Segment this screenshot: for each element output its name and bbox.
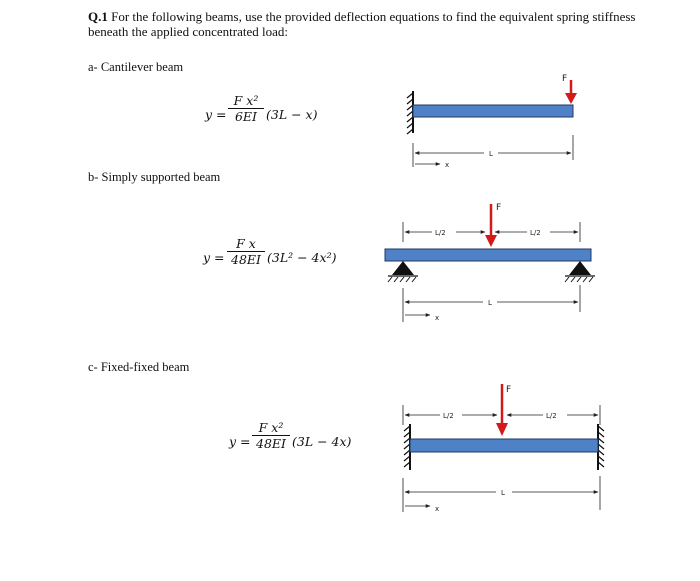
equation-a-denominator: 6EI <box>234 109 257 124</box>
equation-a-lhs: y = <box>205 107 227 122</box>
coord-label: x <box>435 314 440 322</box>
beam <box>385 249 591 261</box>
equation-b-denominator: 48EI <box>231 252 261 267</box>
pin-support-left-icon <box>388 261 418 282</box>
fixed-support-left-wall-icon <box>404 424 410 470</box>
half-span-right-label: L/2 <box>530 229 541 237</box>
equation-b-numerator: F x <box>227 236 265 252</box>
fixed-support-wall-icon <box>407 91 413 134</box>
equation-c-denominator: 48EI <box>256 436 286 451</box>
coord-label: x <box>445 161 450 169</box>
equation-c-rest: (3L − 4x) <box>292 434 352 449</box>
equation-b-lhs: y = <box>203 250 225 265</box>
equation-c-lhs: y = <box>229 434 251 449</box>
load-label: F <box>562 74 568 84</box>
pin-support-right-icon <box>565 261 595 282</box>
length-label: L <box>488 299 492 307</box>
beam <box>413 105 573 117</box>
fixed-support-right-wall-icon <box>598 424 604 470</box>
length-label: L <box>489 150 493 158</box>
dimension-line <box>413 135 573 167</box>
equation-b-rest: (3L² − 4x²) <box>267 250 337 265</box>
part-b-label: b- Simply supported beam <box>88 170 221 184</box>
simply-supported-diagram <box>385 203 595 322</box>
cantilever-diagram <box>407 74 577 169</box>
half-span-left-label: L/2 <box>443 412 454 420</box>
equation-a-rest: (3L − x) <box>266 107 318 122</box>
part-a-label: a- Cantilever beam <box>88 60 184 74</box>
equation-a-numerator: F x² <box>228 93 264 109</box>
half-span-left-label: L/2 <box>435 229 446 237</box>
half-span-right-label: L/2 <box>546 412 557 420</box>
question-body: For the following beams, use the provided deflection equations to find the equivalent spring stiffness beneath the applied concentrated load: <box>88 9 636 39</box>
length-label: L <box>501 489 505 497</box>
question-number: Q.1 <box>88 9 108 24</box>
load-label: F <box>506 385 512 395</box>
equation-c-numerator: F x² <box>252 420 290 436</box>
beam <box>410 439 598 452</box>
part-c-label: c- Fixed-fixed beam <box>88 360 190 374</box>
fixed-fixed-diagram <box>403 384 604 513</box>
coord-label: x <box>435 505 440 513</box>
load-label: F <box>496 203 502 213</box>
